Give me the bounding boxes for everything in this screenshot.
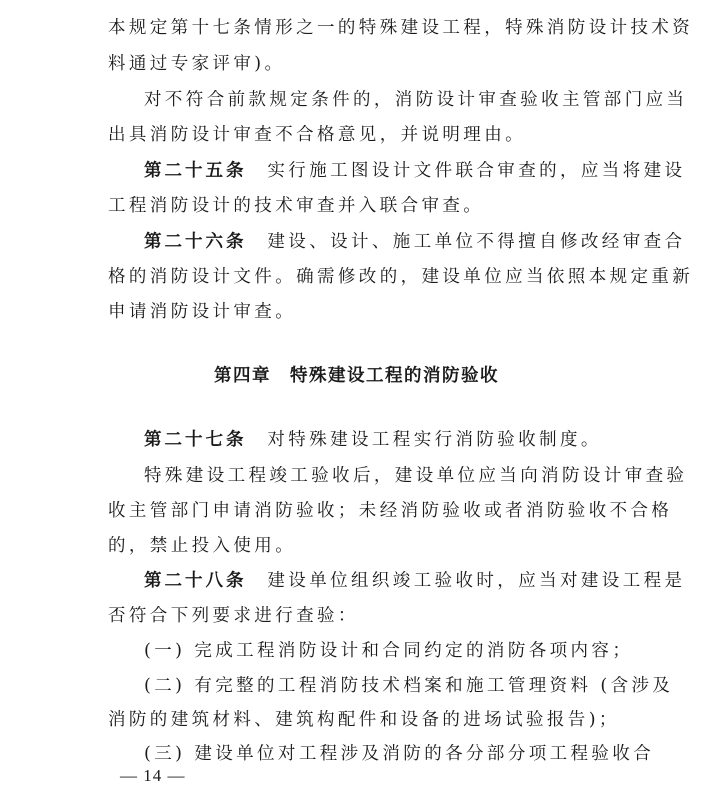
article-paragraph: [144, 569, 713, 593]
article-number: 第二十七条: [144, 430, 247, 450]
list-item: (三) 建设单位对工程涉及消防的各分部分项工程验收合: [144, 744, 655, 764]
article-number: 第二十五条: [144, 161, 247, 181]
chapter-title: 第四章 特殊建设工程的消防验收: [214, 366, 499, 386]
text-line: 本规定第十七条情形之一的特殊建设工程，特殊消防设计技术资: [108, 18, 694, 38]
text-line: 建设、设计、施工单位不得擅自修改经审查合: [267, 232, 686, 252]
text-line: 料通过专家评审)。: [108, 54, 286, 74]
text-line: 对特殊建设工程实行消防验收制度。: [267, 430, 602, 450]
text-line: 收主管部门申请消防验收；未经消防验收或者消防验收不合格: [108, 501, 673, 521]
text-line: 格的消防设计文件。确需修改的，建设单位应当依照本规定重新: [108, 267, 694, 287]
text-line: 对不符合前款规定条件的，消防设计审查验收主管部门应当: [144, 90, 688, 110]
text-line: 出具消防设计审查不合格意见，并说明理由。: [108, 125, 526, 145]
text-line: 建设单位组织竣工验收时，应当对建设工程是: [267, 571, 686, 591]
text-line: 否符合下列要求进行查验：: [108, 606, 359, 626]
text-line: 消防的建筑材料、建筑构配件和设备的进场试验报告)；: [108, 710, 620, 730]
text-line: 工程消防设计的技术审查并入联合审查。: [108, 196, 485, 216]
text-line: 的，禁止投入使用。: [108, 536, 297, 556]
article-number: 第二十六条: [144, 232, 247, 252]
text-line: 申请消防设计审查。: [108, 302, 297, 322]
list-item: (二) 有完整的工程消防技术档案和施工管理资料 (含涉及: [144, 676, 674, 696]
article-paragraph: [144, 159, 713, 183]
text-line: 实行施工图设计文件联合审查的，应当将建设: [267, 161, 686, 181]
list-item: (一) 完成工程消防设计和合同约定的消防各项内容；: [144, 641, 634, 661]
text-line: 特殊建设工程竣工验收后，建设单位应当向消防设计审查验: [144, 466, 688, 486]
article-paragraph: [144, 428, 713, 452]
page-number: — 14 —: [120, 766, 186, 785]
article-number: 第二十八条: [144, 571, 247, 591]
article-paragraph: [144, 230, 713, 254]
